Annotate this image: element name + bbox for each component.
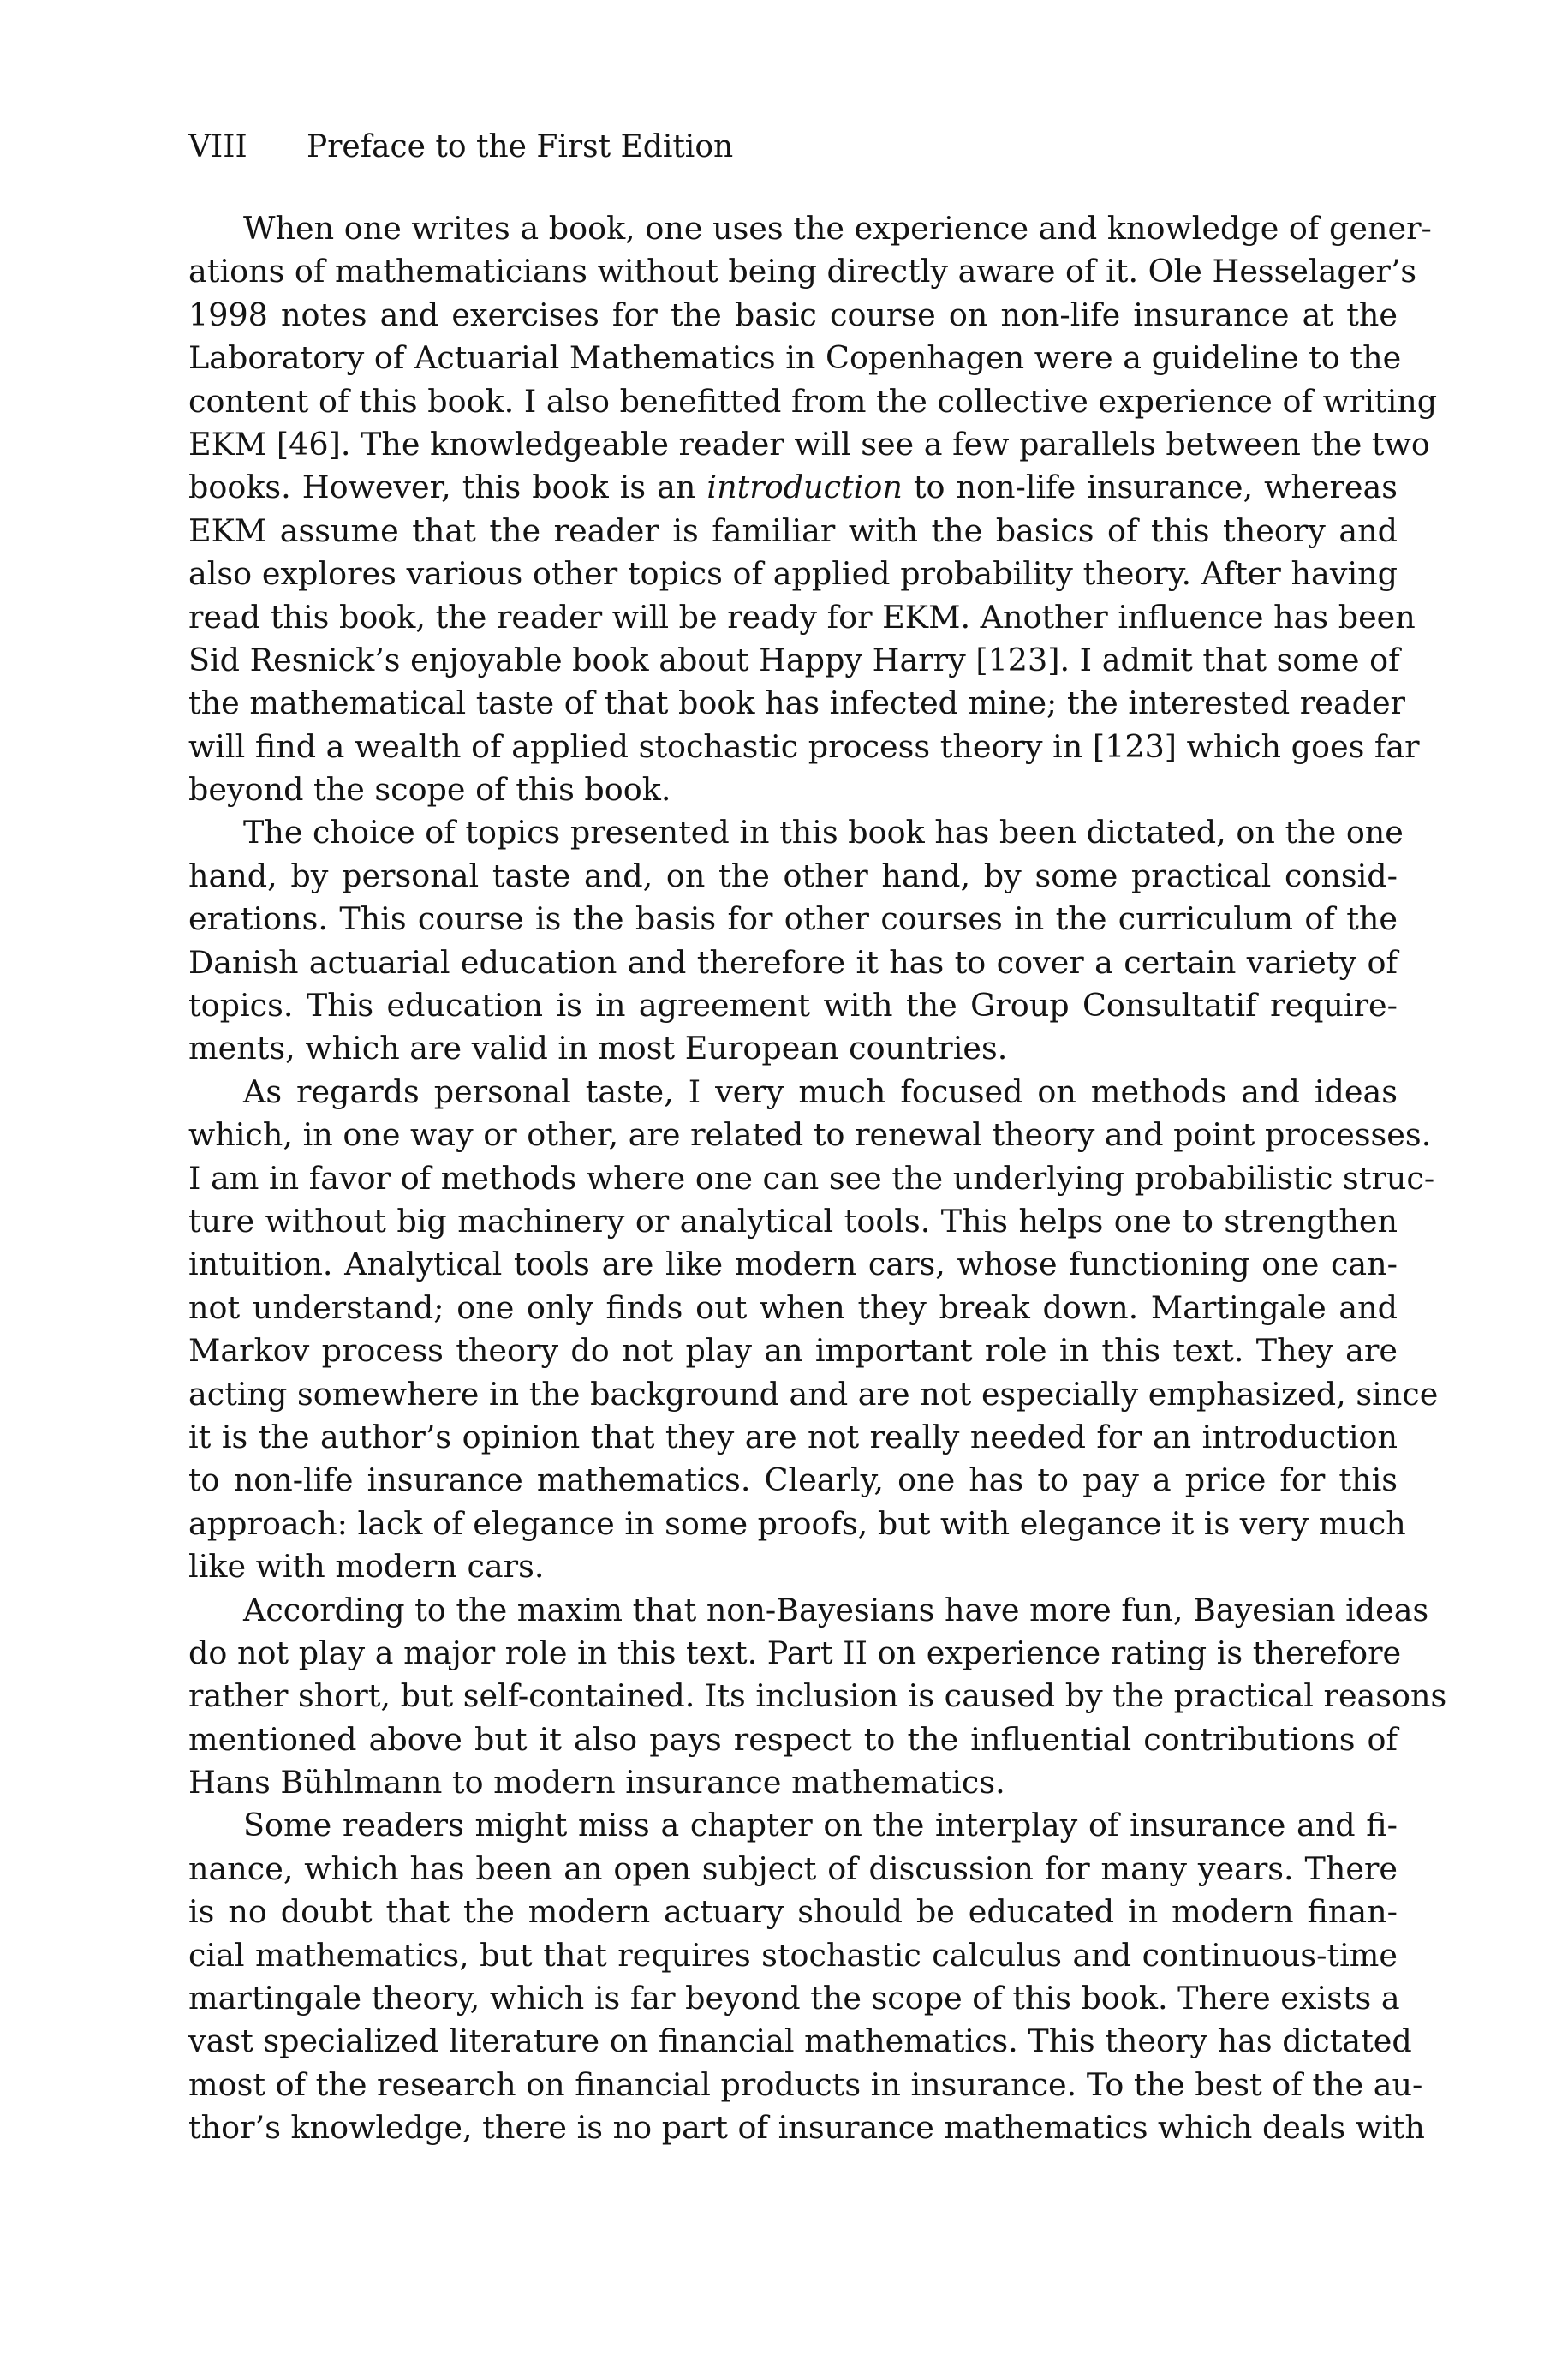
paragraph xyxy=(188,1589,1447,1805)
text-line: not understand; one only finds out when they break down. Martingale and xyxy=(188,1288,1398,1326)
text-line: it is the author’s opinion that they are not really needed for an introduction xyxy=(188,1418,1398,1455)
running-head xyxy=(188,128,1398,166)
text-line: hand, by personal taste and, on the other hand, by some practical consid- xyxy=(188,857,1398,894)
text-line: will find a wealth of applied stochastic process theory in [123] which goes far xyxy=(188,727,1420,765)
page-number: VIII xyxy=(188,129,247,164)
text-line: ture without big machinery or analytical tools. This helps one to strengthen xyxy=(188,1202,1398,1240)
text-line: thor’s knowledge, there is no part of insurance mathematics which deals with xyxy=(188,2109,1425,2147)
body-text xyxy=(188,207,1447,2150)
text-line: rather short, but self-contained. Its inclusion is caused by the practical reasons xyxy=(188,1677,1447,1715)
text-line: read this book, the reader will be ready for EKM. Another influence has been xyxy=(188,598,1416,636)
text-line: Laboratory of Actuarial Mathematics in Copenhagen were a guideline to the xyxy=(188,339,1402,377)
text-line: intuition. Analytical tools are like modern cars, whose functioning one can- xyxy=(188,1246,1398,1283)
text-line: erations. This course is the basis for other courses in the curriculum of the xyxy=(188,900,1398,938)
text-line: I am in favor of methods where one can see the underlying probabilistic struc- xyxy=(188,1159,1435,1197)
text-line: to non-life insurance mathematics. Clearly, one has to pay a price for this xyxy=(188,1461,1398,1499)
text-line: nance, which has been an open subject of discussion for many years. There xyxy=(188,1849,1398,1887)
text-line: which, in one way or other, are related to renewal theory and point processes. xyxy=(188,1116,1432,1154)
book-page xyxy=(188,128,1447,2150)
text-line: ations of mathematicians without being directly aware of it. Ole Hesselager’s xyxy=(188,253,1417,290)
paragraph xyxy=(188,1804,1425,2149)
text-line: Hans Bühlmann to modern insurance mathematics. xyxy=(188,1764,1005,1801)
text-line: books. However, this book is an introduction to non-life insurance, whereas xyxy=(188,469,1398,506)
text-line: like with modern cars. xyxy=(188,1548,545,1586)
text-line: 1998 notes and exercises for the basic course on non-life insurance at the xyxy=(188,296,1398,333)
text-line: Danish actuarial education and therefore it has to cover a certain variety of xyxy=(188,943,1398,981)
text-line: As regards personal taste, I very much focused on methods and ideas xyxy=(243,1072,1398,1110)
text-line: do not play a major role in this text. Part II on experience rating is therefore xyxy=(188,1634,1402,1671)
text-line: topics. This education is in agreement with the Group Consultatif require- xyxy=(188,987,1398,1025)
text-line: When one writes a book, one uses the experience and knowledge of gener- xyxy=(243,210,1432,247)
text-line: ments, which are valid in most European countries. xyxy=(188,1030,1008,1067)
text-line: vast specialized literature on financial mathematics. This theory has dictated xyxy=(188,2022,1412,2060)
paragraph xyxy=(188,811,1404,1070)
paragraph xyxy=(188,207,1438,811)
text-line: Markov process theory do not play an important role in this text. They are xyxy=(188,1332,1398,1370)
text-line: cial mathematics, but that requires stochastic calculus and continuous-time xyxy=(188,1936,1398,1974)
text-line: the mathematical taste of that book has infected mine; the interested reader xyxy=(188,684,1406,722)
paragraph xyxy=(188,1071,1439,1589)
text-line: martingale theory, which is far beyond the scope of this book. There exists a xyxy=(188,1980,1400,2017)
text-line: is no doubt that the modern actuary should be educated in modern finan- xyxy=(188,1893,1398,1931)
text-line: content of this book. I also benefitted from the collective experience of writing xyxy=(188,382,1438,420)
text-line: acting somewhere in the background and are not especially emphasized, since xyxy=(188,1375,1439,1413)
text-line: beyond the scope of this book. xyxy=(188,771,671,809)
text-line: EKM [46]. The knowledgeable reader will see a few parallels between the two xyxy=(188,425,1430,463)
text-line: Some readers might miss a chapter on the interplay of insurance and fi- xyxy=(243,1807,1398,1844)
text-line: According to the maxim that non-Bayesians have more fun, Bayesian ideas xyxy=(243,1591,1429,1628)
text-line: most of the research on financial products in insurance. To the best of the au- xyxy=(188,2065,1423,2103)
text-line: mentioned above but it also pays respect to the influential contributions of xyxy=(188,1720,1398,1758)
text-line: approach: lack of elegance in some proofs, but with elegance it is very much xyxy=(188,1504,1406,1542)
text-line: The choice of topics presented in this book has been dictated, on the one xyxy=(243,814,1404,851)
text-line: Sid Resnick’s enjoyable book about Happy Harry [123]. I admit that some of xyxy=(188,641,1400,678)
emphasis: introduction xyxy=(706,469,903,506)
text-line: also explores various other topics of applied probability theory. After having xyxy=(188,555,1398,593)
text-line: EKM assume that the reader is familiar with the basics of this theory and xyxy=(188,511,1398,549)
running-title: Preface to the First Edition xyxy=(307,129,734,164)
